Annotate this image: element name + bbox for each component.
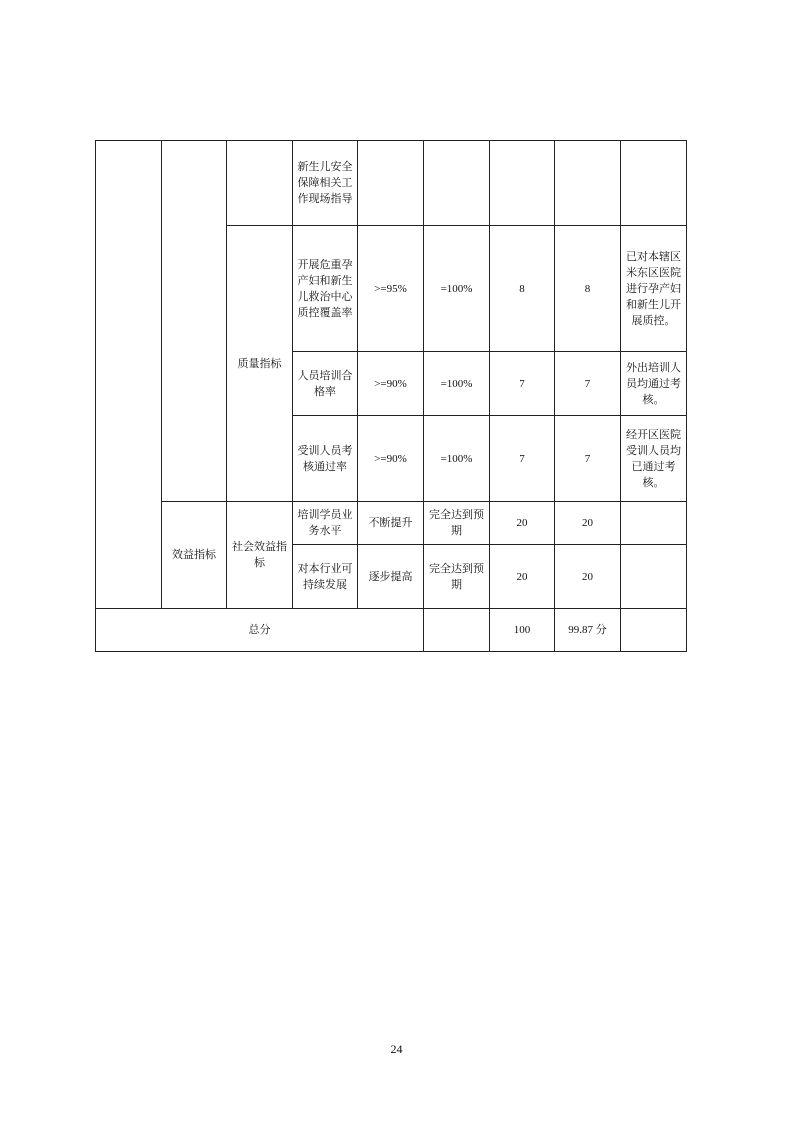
level1-cell xyxy=(96,141,162,609)
total-score: 99.87 分 xyxy=(555,609,621,652)
remark-cell xyxy=(621,502,687,545)
indicator-cell: 人员培训合格率 xyxy=(293,352,358,416)
annual-target-cell xyxy=(358,141,424,226)
annual-target-cell: >=90% xyxy=(358,416,424,502)
score-cell: 7 xyxy=(555,416,621,502)
weight-cell: 8 xyxy=(490,226,555,352)
level3-cell xyxy=(227,141,293,226)
total-empty-cell xyxy=(424,609,490,652)
weight-cell xyxy=(490,141,555,226)
table-row xyxy=(96,502,687,545)
actual-value-cell: =100% xyxy=(424,352,490,416)
remark-cell: 经开区医院受训人员均已通过考核。 xyxy=(621,416,687,502)
annual-target-cell: 逐步提高 xyxy=(358,545,424,609)
actual-value-cell xyxy=(424,141,490,226)
indicator-cell: 新生儿安全保障相关工作现场指导 xyxy=(293,141,358,226)
actual-value-cell: =100% xyxy=(424,416,490,502)
level3-cell: 质量指标 xyxy=(227,226,293,502)
remark-cell: 已对本辖区米东区医院进行孕产妇和新生儿开展质控。 xyxy=(621,226,687,352)
score-cell: 20 xyxy=(555,502,621,545)
page-number: 24 xyxy=(390,1042,403,1056)
score-cell: 7 xyxy=(555,352,621,416)
indicator-cell: 培训学员业务水平 xyxy=(293,502,358,545)
actual-value-cell: 完全达到预期 xyxy=(424,502,490,545)
score-cell: 20 xyxy=(555,545,621,609)
remark-cell xyxy=(621,545,687,609)
remark-cell: 外出培训人员均通过考核。 xyxy=(621,352,687,416)
table-row xyxy=(96,141,687,226)
performance-table xyxy=(95,140,687,652)
annual-target-cell: >=90% xyxy=(358,352,424,416)
total-label: 总分 xyxy=(96,609,424,652)
remark-cell xyxy=(621,141,687,226)
total-row xyxy=(96,609,687,652)
actual-value-cell: =100% xyxy=(424,226,490,352)
indicator-cell: 对本行业可持续发展 xyxy=(293,545,358,609)
total-remark-cell xyxy=(621,609,687,652)
indicator-cell: 受训人员考核通过率 xyxy=(293,416,358,502)
weight-cell: 7 xyxy=(490,352,555,416)
weight-cell: 7 xyxy=(490,416,555,502)
level2-cell: 效益指标 xyxy=(162,502,227,609)
score-cell: 8 xyxy=(555,226,621,352)
annual-target-cell: 不断提升 xyxy=(358,502,424,545)
annual-target-cell: >=95% xyxy=(358,226,424,352)
weight-cell: 20 xyxy=(490,502,555,545)
weight-cell: 20 xyxy=(490,545,555,609)
score-cell xyxy=(555,141,621,226)
level3-cell: 社会效益指标 xyxy=(227,502,293,609)
total-weight: 100 xyxy=(490,609,555,652)
level2-cell xyxy=(162,141,227,502)
actual-value-cell: 完全达到预期 xyxy=(424,545,490,609)
indicator-cell: 开展危重孕产妇和新生儿救治中心质控覆盖率 xyxy=(293,226,358,352)
